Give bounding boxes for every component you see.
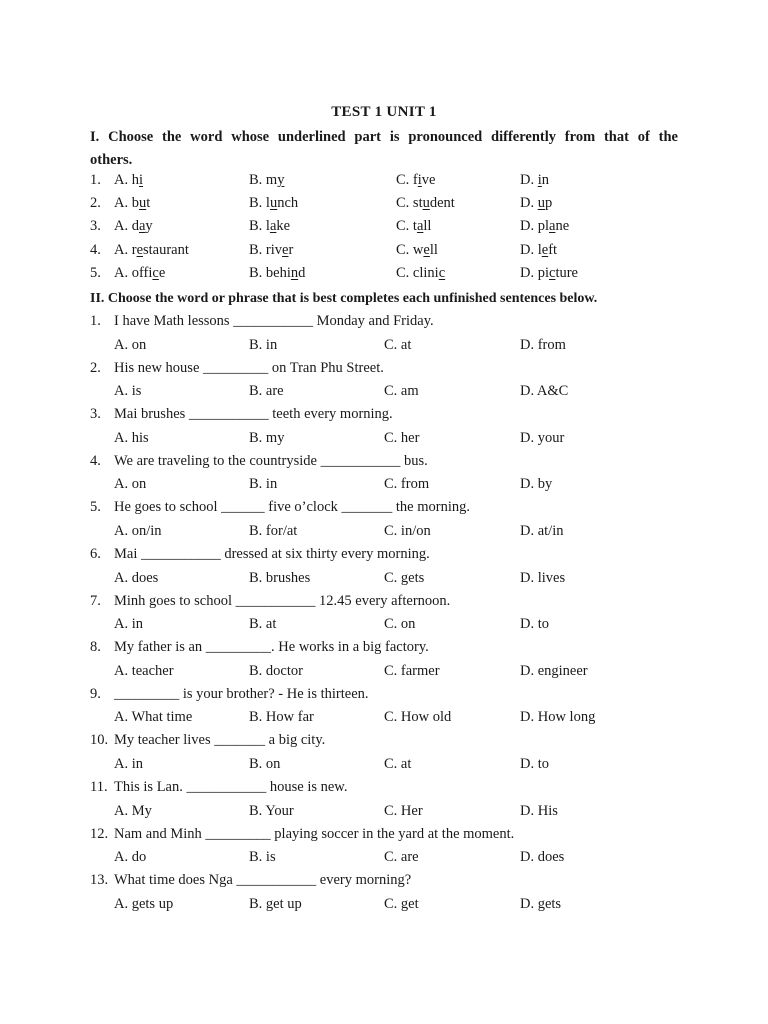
- option-text: B. riv: [249, 241, 283, 258]
- option-text: staurant: [143, 241, 189, 258]
- answer-options-row: [0, 663, 768, 685]
- answer-option-d[interactable]: D. from: [520, 336, 566, 353]
- answer-option-b[interactable]: B. brushes: [249, 569, 311, 586]
- answer-option-c[interactable]: C. at: [384, 336, 412, 353]
- question-stem-row: [0, 779, 768, 801]
- underlined-part: u: [138, 195, 147, 212]
- question-stem: We are traveling to the countryside ___________ bus.: [114, 452, 428, 469]
- question-stem-row: [0, 313, 768, 335]
- option-text: ture: [555, 264, 578, 281]
- answer-option-c[interactable]: C. am: [384, 383, 419, 400]
- underlined-part: i: [417, 172, 422, 188]
- answer-options-row: [0, 849, 768, 871]
- question-stem: What time does Nga ___________ every morning?: [114, 872, 412, 889]
- question-stem: Mai ___________ dressed at six thirty every morning.: [114, 546, 430, 562]
- answer-options-row: [0, 523, 768, 545]
- answer-options-row: [0, 430, 768, 452]
- answer-options-row: [0, 616, 768, 638]
- answer-options-row: [0, 803, 768, 825]
- question-stem-row: [0, 826, 768, 848]
- answer-option-a[interactable]: A. on: [114, 336, 147, 353]
- question-stem: Nam and Minh _________ playing soccer in the yard at the moment.: [114, 825, 515, 842]
- question-number: 10.: [90, 732, 109, 749]
- answer-option-a[interactable]: A. does: [114, 569, 159, 586]
- pronunciation-item: [0, 172, 768, 194]
- option-text: A. h: [114, 172, 139, 188]
- option-text: A. r: [114, 241, 137, 258]
- option-d[interactable]: [520, 172, 549, 189]
- option-text: dent: [429, 195, 455, 212]
- section-1-heading: [90, 126, 678, 172]
- answer-option-d[interactable]: D. does: [520, 849, 565, 866]
- option-text: B. l: [249, 218, 270, 235]
- option-text: B. l: [249, 195, 270, 212]
- question-stem-row: [0, 360, 768, 382]
- question-stem-row: [0, 732, 768, 754]
- underlined-part: e: [136, 241, 143, 258]
- option-c[interactable]: [396, 195, 455, 212]
- section-1-heading-line2: others.: [90, 152, 133, 168]
- underlined-part: a: [138, 218, 146, 235]
- section-2-heading: II. Choose the word or phrase that is best completes each unfinished sentences below.: [90, 291, 598, 306]
- answer-option-d[interactable]: D. your: [520, 429, 565, 446]
- answer-option-a[interactable]: A. his: [114, 429, 149, 446]
- option-text: D. l: [520, 241, 542, 258]
- answer-option-c[interactable]: C. gets: [384, 569, 425, 586]
- question-stem-row: [0, 453, 768, 475]
- option-text: ne: [555, 218, 570, 235]
- answer-option-b[interactable]: B. for/at: [249, 522, 298, 539]
- option-text: C. f: [396, 172, 418, 188]
- question-stem: My father is an _________. He works in a big factory.: [114, 639, 429, 656]
- underlined-part: y: [277, 172, 285, 188]
- option-c[interactable]: [396, 242, 438, 259]
- option-text: C. w: [396, 241, 424, 258]
- answer-options-row: [0, 383, 768, 405]
- question-stem-row: [0, 406, 768, 428]
- option-text: nch: [277, 195, 299, 212]
- answer-option-c[interactable]: C. from: [384, 476, 430, 493]
- option-text: B. m: [249, 172, 278, 188]
- underlined-part: i: [138, 172, 144, 188]
- answer-option-a[interactable]: A. on/in: [114, 522, 162, 539]
- answer-option-d[interactable]: D. by: [520, 476, 553, 493]
- answer-option-c[interactable]: C. in/on: [384, 522, 431, 539]
- item-number: 3.: [90, 218, 101, 235]
- answer-option-a[interactable]: A. do: [114, 849, 147, 866]
- question-stem-row: [0, 639, 768, 661]
- underlined-part: e: [541, 241, 549, 258]
- answer-option-a[interactable]: A. in: [114, 755, 143, 772]
- answer-option-d[interactable]: D. gets: [520, 895, 562, 912]
- option-b[interactable]: [249, 265, 305, 282]
- answer-option-b[interactable]: B. at: [249, 616, 277, 633]
- underlined-part: a: [269, 218, 277, 235]
- answer-options-row: [0, 756, 768, 778]
- underlined-part: c: [549, 264, 556, 281]
- question-number: 2.: [90, 359, 101, 376]
- answer-option-c[interactable]: C. her: [384, 429, 420, 446]
- pronunciation-item: [0, 265, 768, 287]
- answer-option-c[interactable]: C. get: [384, 895, 419, 912]
- answer-options-row: [0, 337, 768, 359]
- question-stem: _________ is your brother? - He is thirteen.: [114, 685, 369, 702]
- question-number: 9.: [90, 685, 101, 702]
- answer-option-b[interactable]: B. doctor: [249, 662, 303, 679]
- answer-option-b[interactable]: B. in: [249, 336, 278, 353]
- answer-option-c[interactable]: C. at: [384, 755, 412, 772]
- answer-option-b[interactable]: B. are: [249, 383, 284, 400]
- option-text: ll: [429, 241, 438, 258]
- option-text: t: [146, 195, 151, 212]
- underlined-part: a: [416, 218, 424, 235]
- underlined-part: u: [422, 195, 430, 212]
- answer-option-b[interactable]: B. get up: [249, 895, 302, 912]
- underlined-part: c: [438, 264, 446, 281]
- question-stem: Mai brushes ___________ teeth every morning.: [114, 406, 393, 423]
- answer-option-a[interactable]: A. What time: [114, 709, 193, 726]
- item-number: 4.: [90, 241, 101, 258]
- question-number: 4.: [90, 452, 101, 469]
- question-stem: He goes to school ______ five o’clock _______ the morning.: [114, 499, 470, 516]
- answer-option-c[interactable]: C. Her: [384, 802, 423, 819]
- option-d[interactable]: [520, 265, 578, 282]
- option-b[interactable]: [249, 218, 290, 235]
- pronunciation-item: [0, 242, 768, 264]
- question-stem: My teacher lives _______ a big city.: [114, 732, 326, 749]
- question-stem-row: [0, 546, 768, 568]
- option-c[interactable]: [396, 218, 431, 235]
- answer-option-d[interactable]: D. to: [520, 755, 549, 772]
- answer-options-row: [0, 476, 768, 498]
- underlined-part: u: [537, 195, 545, 212]
- option-a[interactable]: [114, 265, 165, 282]
- item-number: 5.: [90, 264, 101, 281]
- item-number: 2.: [90, 195, 101, 212]
- answer-option-d[interactable]: D. A&C: [520, 383, 569, 400]
- answer-option-a[interactable]: A. on: [114, 476, 147, 493]
- option-text: D.: [520, 172, 538, 188]
- pronunciation-item: [0, 195, 768, 217]
- underlined-part: u: [269, 195, 278, 212]
- option-text: y: [145, 218, 153, 235]
- answer-option-b[interactable]: B. in: [249, 476, 278, 493]
- answer-option-a[interactable]: A. gets up: [114, 895, 174, 912]
- option-text: C. st: [396, 195, 423, 212]
- question-stem: Minh goes to school ___________ 12.45 every afternoon.: [114, 592, 451, 609]
- answer-option-a[interactable]: A. is: [114, 383, 142, 400]
- option-text: D.: [520, 195, 538, 212]
- option-text: D. pi: [520, 264, 549, 281]
- answer-option-c[interactable]: C. are: [384, 849, 419, 866]
- answer-option-c[interactable]: C. on: [384, 616, 416, 633]
- option-a[interactable]: [114, 195, 150, 212]
- question-number: 1.: [90, 313, 101, 329]
- option-b[interactable]: [249, 172, 284, 189]
- option-c[interactable]: [396, 265, 445, 282]
- option-text: ke: [276, 218, 291, 235]
- option-text: n: [541, 172, 550, 188]
- answer-option-c[interactable]: C. farmer: [384, 662, 440, 679]
- answer-option-a[interactable]: A. teacher: [114, 662, 174, 679]
- question-stem-row: [0, 686, 768, 708]
- underlined-part: a: [549, 218, 556, 235]
- answer-option-b[interactable]: B. How far: [249, 709, 314, 726]
- answer-options-row: [0, 896, 768, 918]
- underlined-part: c: [152, 264, 159, 281]
- answer-option-b[interactable]: B. is: [249, 849, 276, 866]
- answer-option-c[interactable]: C. How old: [384, 709, 452, 726]
- option-text: C. clini: [396, 264, 439, 281]
- answer-option-d[interactable]: D. How long: [520, 709, 596, 726]
- option-text: C. t: [396, 218, 417, 235]
- answer-option-d[interactable]: D. His: [520, 802, 558, 819]
- option-c[interactable]: [396, 172, 435, 189]
- option-text: ft: [548, 241, 558, 258]
- section-1-heading-line1: I. Choose the word whose underlined part is pronounced differently from that of the: [90, 129, 678, 145]
- answer-option-a[interactable]: A. in: [114, 616, 143, 633]
- answer-option-a[interactable]: A. My: [114, 802, 152, 819]
- underlined-part: e: [423, 241, 430, 258]
- option-text: A. offi: [114, 264, 153, 281]
- answer-option-d[interactable]: D. engineer: [520, 662, 588, 679]
- answer-options-row: [0, 570, 768, 592]
- option-a[interactable]: [114, 242, 189, 259]
- question-number: 11.: [90, 779, 108, 795]
- option-b[interactable]: [249, 242, 293, 259]
- option-text: ll: [423, 218, 432, 235]
- answer-option-d[interactable]: D. lives: [520, 569, 566, 586]
- underlined-part: n: [290, 264, 299, 281]
- question-stem-row: [0, 499, 768, 521]
- option-text: r: [288, 241, 294, 258]
- underlined-part: i: [537, 172, 542, 188]
- question-stem-row: [0, 872, 768, 894]
- answer-option-b[interactable]: B. my: [249, 429, 285, 446]
- page-title: TEST 1 UNIT 1: [331, 104, 437, 120]
- question-number: 7.: [90, 592, 101, 609]
- answer-option-b[interactable]: B. Your: [249, 802, 294, 819]
- option-text: e: [158, 264, 166, 281]
- answer-option-d[interactable]: D. to: [520, 616, 549, 633]
- option-text: A. d: [114, 218, 139, 235]
- question-stem: His new house _________ on Tran Phu Street.: [114, 359, 384, 376]
- question-stem-row: [0, 593, 768, 615]
- option-text: p: [544, 195, 553, 212]
- option-text: ve: [421, 172, 436, 188]
- option-text: d: [298, 264, 306, 281]
- underlined-part: e: [282, 241, 289, 258]
- option-d[interactable]: [520, 242, 557, 259]
- answer-options-row: [0, 709, 768, 731]
- item-number: 1.: [90, 172, 101, 188]
- pronunciation-item: [0, 218, 768, 240]
- question-number: 3.: [90, 406, 101, 423]
- question-number: 5.: [90, 499, 101, 516]
- option-text: A. b: [114, 195, 139, 212]
- question-number: 12.: [90, 825, 109, 842]
- option-text: B. behi: [249, 264, 291, 281]
- question-number: 6.: [90, 546, 101, 562]
- option-b[interactable]: [249, 195, 298, 212]
- answer-option-b[interactable]: B. on: [249, 755, 281, 772]
- answer-option-d[interactable]: D. at/in: [520, 522, 564, 539]
- option-d[interactable]: [520, 218, 569, 235]
- option-d[interactable]: [520, 195, 552, 212]
- question-stem: This is Lan. ___________ house is new.: [114, 779, 348, 795]
- question-stem: I have Math lessons ___________ Monday and Friday.: [114, 313, 434, 329]
- option-a[interactable]: [114, 218, 153, 235]
- question-number: 8.: [90, 639, 101, 656]
- option-a[interactable]: [114, 172, 143, 189]
- option-text: D. pl: [520, 218, 549, 235]
- question-number: 13.: [90, 872, 109, 889]
